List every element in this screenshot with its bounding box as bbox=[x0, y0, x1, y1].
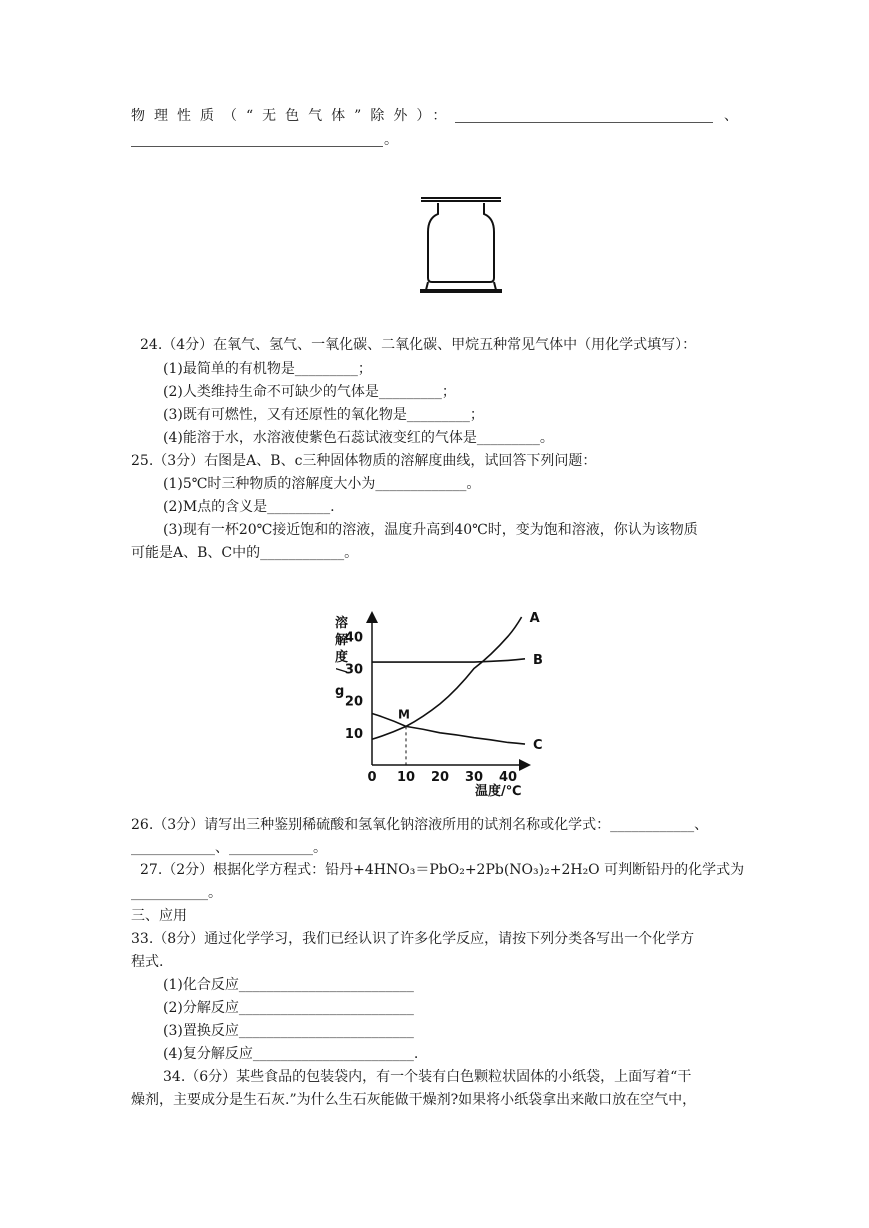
x-tick-label: 30 bbox=[464, 770, 484, 785]
q33-item-1: (1)化合反应_________________________ bbox=[163, 977, 414, 993]
series-line-B bbox=[372, 659, 525, 662]
solubility-chart bbox=[325, 605, 555, 805]
q33-item-4: (4)复分解反应_______________________. bbox=[163, 1046, 419, 1062]
q23-answer-blank-1[interactable] bbox=[455, 106, 713, 123]
x-tick-label: 40 bbox=[498, 770, 518, 785]
y-tick-label: 10 bbox=[344, 726, 363, 742]
q33-item-3: (3)置换反应_________________________ bbox=[163, 1023, 414, 1039]
q26-line2: ____________、____________。 bbox=[131, 840, 327, 856]
series-label-A: A bbox=[529, 611, 540, 626]
q25-stem: 25.（3分）右图是A、B、c三种固体物质的溶解度曲线，试回答下列问题： bbox=[131, 453, 597, 469]
q27-line2: ___________。 bbox=[131, 885, 222, 901]
q34-line2: 燥剂，主要成分是生石灰.”为什么生石灰能做干燥剂?如果将小纸袋拿出来敞口放在空气中， bbox=[131, 1092, 697, 1108]
section-3-title: 三、应用 bbox=[131, 908, 187, 924]
y-axis-label-char: 解 bbox=[335, 633, 349, 648]
q23-separator: 、 bbox=[724, 108, 738, 124]
x-tick-label: 0 bbox=[367, 770, 377, 785]
q25-item-4: 可能是A、B、C中的____________。 bbox=[131, 545, 359, 561]
q24-item-1: (1)最简单的有机物是_________； bbox=[163, 361, 372, 377]
q24-item-4: (4)能溶于水，水溶液使紫色石蕊试液变红的气体是_________。 bbox=[163, 430, 554, 446]
y-tick-label: 40 bbox=[344, 630, 363, 646]
series-label-B: B bbox=[533, 652, 543, 668]
m-point-label: M bbox=[398, 707, 410, 722]
q34-line1: 34.（6分）某些食品的包装袋内，有一个装有白色颗粒状固体的小纸袋，上面写着“干 bbox=[163, 1069, 692, 1085]
series-label-C: C bbox=[533, 738, 543, 754]
q23-line1: 物理性质（“无色气体”除外）： bbox=[131, 108, 456, 124]
y-axis-label-char: / bbox=[333, 668, 348, 673]
q24-item-2: (2)人类维持生命不可缺少的气体是_________； bbox=[163, 384, 456, 400]
y-axis-label-char: 溶 bbox=[335, 616, 349, 631]
q25-item-2: (2)M点的含义是_________. bbox=[163, 499, 335, 515]
q23-answer-blank-2[interactable] bbox=[131, 130, 383, 147]
q23-end: 。 bbox=[384, 132, 398, 148]
q26-line1: 26.（3分）请写出三种鉴别稀硫酸和氢氧化钠溶液所用的试剂名称或化学式：____________、 bbox=[131, 817, 709, 833]
q24-item-3: (3)既有可燃性，又有还原性的氧化物是_________； bbox=[163, 407, 484, 423]
x-tick-label: 10 bbox=[396, 770, 416, 785]
y-axis-label-char: 度 bbox=[335, 650, 349, 665]
y-axis-label-char: g bbox=[335, 684, 345, 699]
y-tick-label: 20 bbox=[344, 694, 363, 710]
q25-item-1: (1)5℃时三种物质的溶解度大小为_____________。 bbox=[163, 476, 481, 492]
q24-stem: 24.（4分）在氧气、氢气、一氧化碳、二氧化碳、甲烷五种常见气体中（用化学式填写）： bbox=[140, 337, 697, 353]
q25-item-3: (3)现有一杯20℃接近饱和的溶液，温度升高到40℃时，变为饱和溶液，你认为该物质 bbox=[163, 522, 698, 538]
q33-line2: 程式. bbox=[131, 954, 164, 970]
x-axis-label: 温度/℃ bbox=[475, 784, 522, 799]
x-tick-label: 20 bbox=[430, 770, 450, 785]
series-line-C bbox=[372, 714, 525, 745]
q27-line1: 27.（2分）根据化学方程式：铅丹+4HNO₃＝PbO₂+2Pb(NO₃)₂+2H₂O 可判断铅丹的化学式为 bbox=[140, 862, 745, 878]
gas-bottle-figure bbox=[418, 190, 504, 300]
q33-item-2: (2)分解反应_________________________ bbox=[163, 1000, 414, 1016]
q33-line1: 33.（8分）通过化学学习，我们已经认识了许多化学反应，请按下列分类各写出一个化学方 bbox=[131, 931, 695, 947]
y-tick-label: 30 bbox=[344, 662, 363, 678]
y-axis-label bbox=[333, 615, 349, 699]
